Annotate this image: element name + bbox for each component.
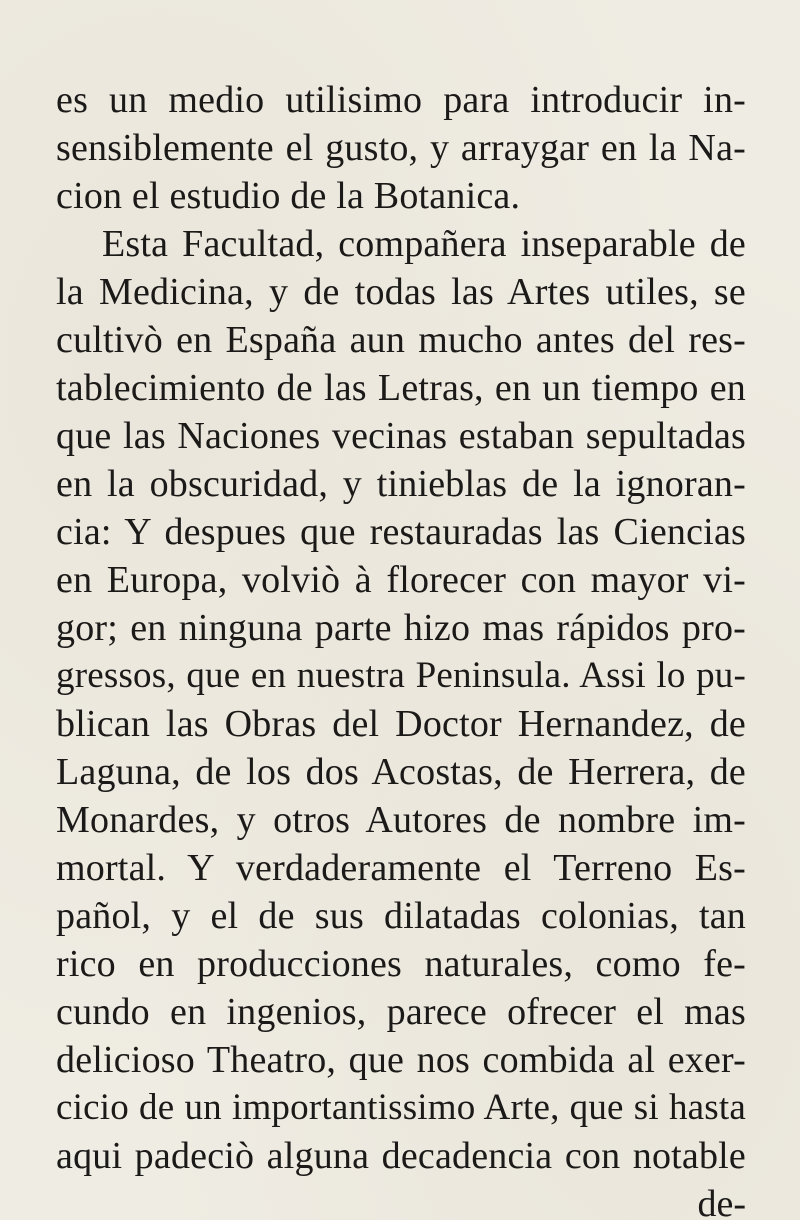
text-line-1: es un medio utilisimo para introducir in- [56, 79, 746, 121]
text-line-10: cia: Y despues que restauradas las Ciencias [56, 511, 746, 553]
text-line-19: rico en producciones naturales, como fe- [56, 943, 746, 985]
text-line-20: cundo en ingenios, parece ofrecer el mas [56, 991, 746, 1033]
text-line-13: gressos, que en nuestra Peninsula. Assi lo pu- [56, 655, 746, 696]
text-line-4: Esta Facultad, compañera inseparable de [102, 223, 746, 265]
text-line-22: cicio de un importantissimo Arte, que si hasta [56, 1087, 746, 1128]
text-line-3: cion el estudio de la Botanica. [56, 175, 521, 217]
text-line-8: que las Naciones vecinas estaban sepultadas [56, 415, 746, 457]
text-line-16: Monardes, y otros Autores de nombre im- [56, 799, 746, 841]
text-line-23: aqui padeciò alguna decadencia con notable [56, 1135, 746, 1177]
text-line-15: Laguna, de los dos Acostas, de Herrera, de [56, 751, 746, 793]
text-line-17: mortal. Y verdaderamente el Terreno Es- [56, 847, 746, 889]
text-line-14: blican las Obras del Doctor Hernandez, de [56, 703, 746, 745]
text-line-7: tablecimiento de las Letras, en un tiempo en [56, 367, 746, 409]
text-line-18: pañol, y el de sus dilatadas colonias, tan [56, 895, 746, 937]
catchword: de- [697, 1183, 746, 1220]
text-line-9: en la obscuridad, y tinieblas de la ignoran- [56, 463, 746, 505]
text-line-5: la Medicina, y de todas las Artes utiles, se [56, 271, 746, 313]
text-line-2: sensiblemente el gusto, y arraygar en la Na- [56, 127, 746, 169]
text-line-21: delicioso Theatro, que nos combida al exer- [56, 1039, 746, 1081]
text-line-11: en Europa, volviò à florecer con mayor vi- [56, 559, 746, 601]
text-line-6: cultivò en España aun mucho antes del res- [56, 319, 746, 361]
text-line-12: gor; en ninguna parte hizo mas rápidos pro- [56, 607, 746, 649]
